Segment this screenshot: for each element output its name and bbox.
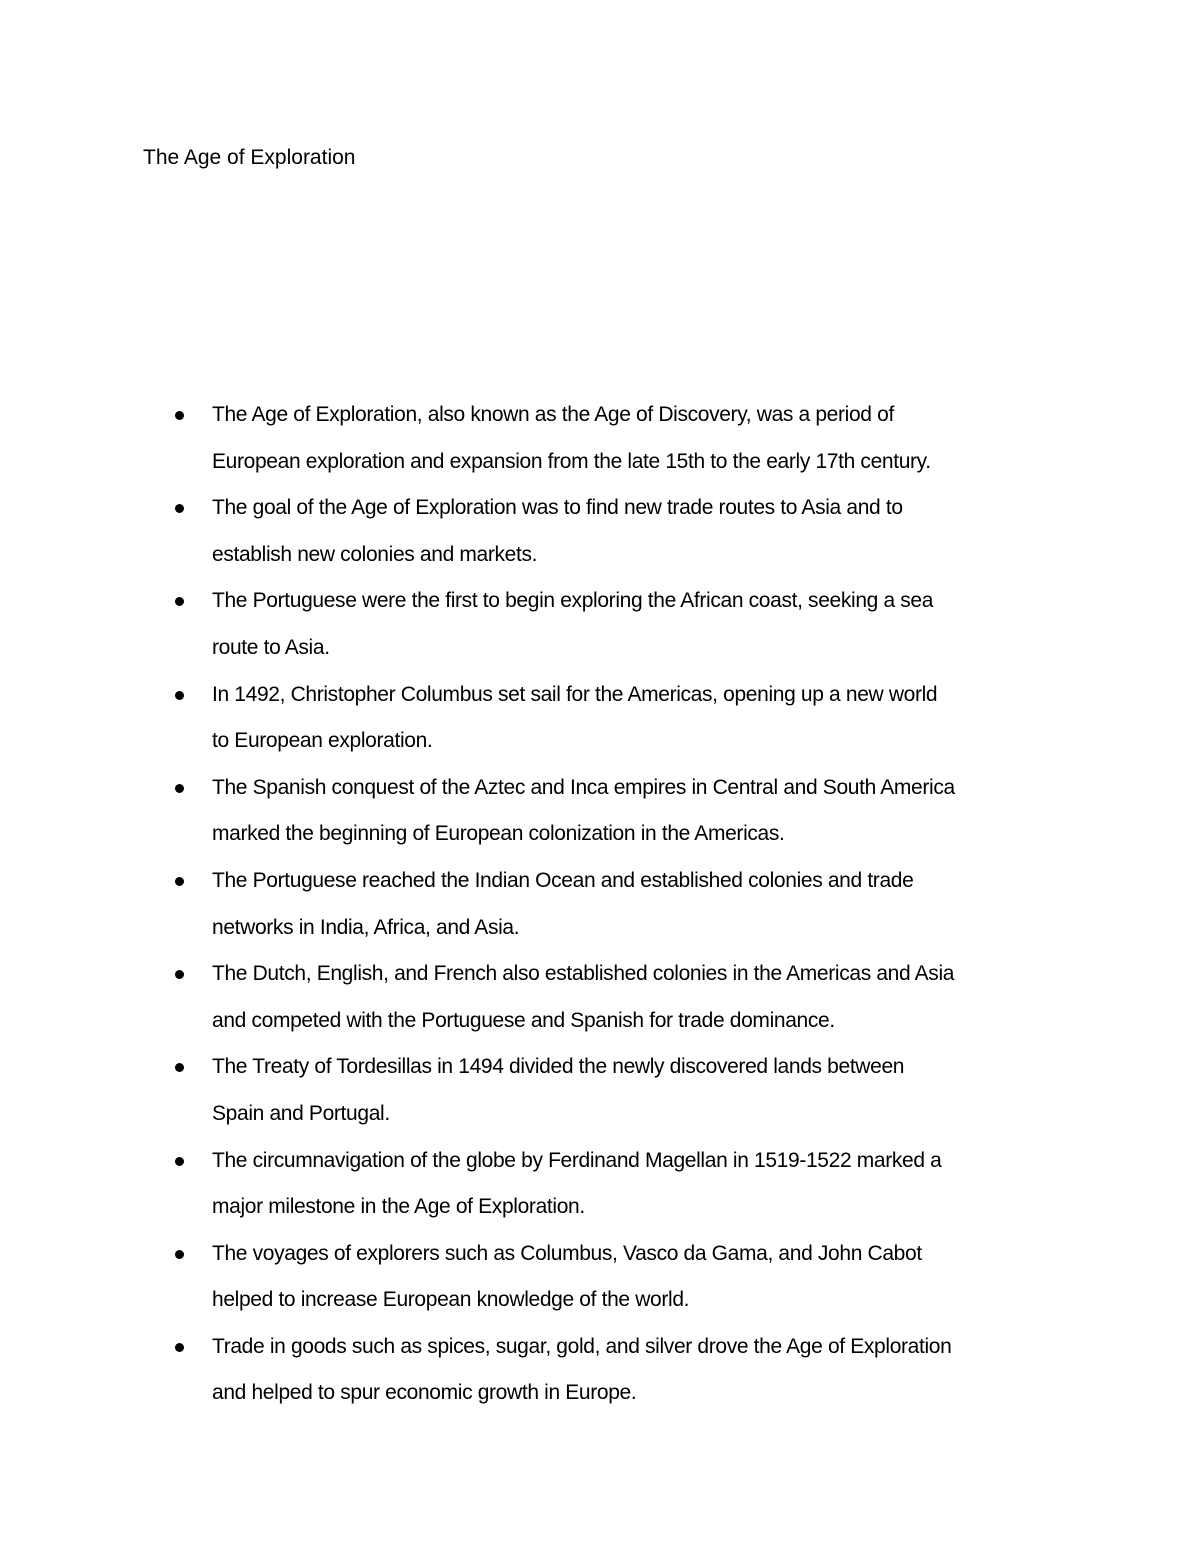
bullet-dot-icon bbox=[175, 1250, 184, 1259]
bullet-text-line: Spain and Portugal. bbox=[212, 1101, 390, 1125]
bullet-text-line: route to Asia. bbox=[212, 635, 330, 659]
bullet-item bbox=[0, 1044, 1082, 1137]
bullet-item bbox=[0, 578, 1082, 671]
bullet-text-line: The goal of the Age of Exploration was to find new trade routes to Asia and to bbox=[212, 496, 903, 520]
bullet-item bbox=[0, 951, 1082, 1044]
bullet-item bbox=[0, 485, 1082, 578]
bullet-dot-icon bbox=[175, 411, 184, 420]
bullet-text-line: The Portuguese reached the Indian Ocean and established colonies and trade bbox=[212, 868, 914, 892]
bullet-text-line: European exploration and expansion from the late 15th to the early 17th century. bbox=[212, 449, 931, 473]
bullet-dot-icon bbox=[175, 504, 184, 513]
bullet-dot-icon bbox=[175, 877, 184, 886]
bullet-dot-icon bbox=[175, 970, 184, 979]
bullet-dot-icon bbox=[175, 1063, 184, 1072]
bullet-dot-icon bbox=[175, 1157, 184, 1166]
bullet-text-line: The Treaty of Tordesillas in 1494 divided the newly discovered lands between bbox=[212, 1055, 905, 1079]
bullet-text-line: The Dutch, English, and French also established colonies in the Americas and Asia bbox=[212, 962, 955, 986]
bullet-text-line: The circumnavigation of the globe by Ferdinand Magellan in 1519-1522 marked a bbox=[212, 1148, 942, 1172]
bullet-item bbox=[0, 392, 1082, 485]
bullet-item bbox=[0, 1138, 1082, 1231]
bullet-text-line: establish new colonies and markets. bbox=[212, 542, 538, 566]
bullet-text-line: to European exploration. bbox=[212, 729, 433, 753]
bullet-item bbox=[0, 858, 1082, 951]
document-title: The Age of Exploration bbox=[143, 146, 356, 169]
bullet-text-line: The Age of Exploration, also known as the Age of Discovery, was a period of bbox=[212, 403, 894, 426]
bullet-dot-icon bbox=[175, 784, 184, 793]
bullet-text-line: The voyages of explorers such as Columbus, Vasco da Gama, and John Cabot bbox=[212, 1241, 922, 1265]
bullet-text-line: and helped to spur economic growth in Europe. bbox=[212, 1381, 637, 1405]
bullet-item bbox=[0, 672, 1082, 765]
bullet-text-line: The Spanish conquest of the Aztec and Inca empires in Central and South America bbox=[212, 775, 955, 799]
bullet-text-line: major milestone in the Age of Exploration. bbox=[212, 1195, 585, 1219]
bullet-item bbox=[0, 765, 1082, 858]
bullet-dot-icon bbox=[175, 597, 184, 606]
bullet-text-line: and competed with the Portuguese and Spanish for trade dominance. bbox=[212, 1008, 835, 1032]
bullet-item bbox=[0, 1324, 1082, 1417]
bullet-text-line: marked the beginning of European colonization in the Americas. bbox=[212, 822, 785, 846]
bullet-list bbox=[0, 392, 1200, 1417]
bullet-text-line: helped to increase European knowledge of the world. bbox=[212, 1288, 690, 1312]
bullet-dot-icon bbox=[175, 1343, 184, 1352]
bullet-text-line: In 1492, Christopher Columbus set sail for the Americas, opening up a new world bbox=[212, 682, 938, 706]
bullet-text-line: networks in India, Africa, and Asia. bbox=[212, 915, 520, 939]
bullet-item bbox=[0, 1231, 1082, 1324]
bullet-dot-icon bbox=[175, 691, 184, 700]
bullet-text-line: The Portuguese were the first to begin exploring the African coast, seeking a sea bbox=[212, 589, 934, 613]
bullet-text-line: Trade in goods such as spices, sugar, gold, and silver drove the Age of Exploration bbox=[212, 1334, 952, 1358]
